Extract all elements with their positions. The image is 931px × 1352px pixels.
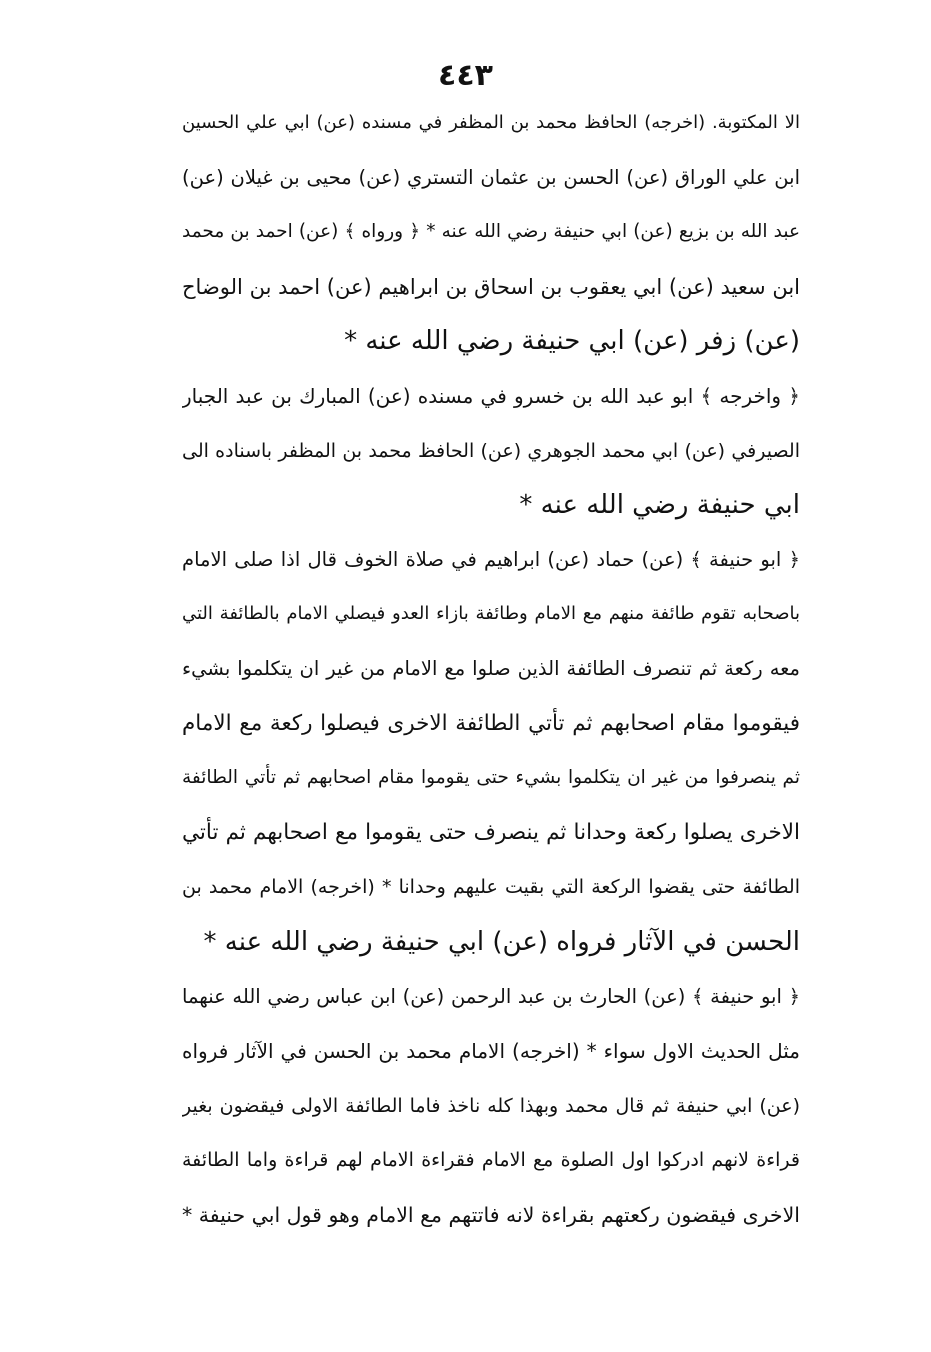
text-line-17: ﴿ ابو حنيفة ﴾ (عن) الحارث بن عبد الرحمن (عن) ابن عباس رضي الله عنهما [182,984,800,1008]
text-line-11: معه ركعة ثم تنصرف الطائفة الذين صلوا مع الامام من غير ان يتكلموا بشيء [182,656,800,680]
page-number: ٤٤٣ [438,58,493,93]
text-line-15: الطائفة حتى يقضوا الركعة التي بقيت عليهم وحدانا * (اخرجه) الامام محمد بن [182,876,800,899]
text-line-8: ابي حنيفة رضي الله عنه * [519,490,800,521]
text-line-3: عبد الله بن بزيع (عن) ابي حنيفة رضي الله عنه * ﴿ ورواه ﴾ (عن) احمد بن محمد [182,221,800,243]
text-line-13: ثم ينصرفوا من غير ان يتكلموا بشيء حتى يقوموا مقام اصحابهم ثم تأتي الطائفة [182,767,800,789]
arabic-text-body [182,96,800,1242]
text-line-19: (عن) ابي حنيفة ثم قال محمد وبهذا كله ناخذ فاما الطائفة الاولى فيقضون بغير [182,1094,800,1117]
text-line-10: باصحابه تقوم طائفة منهم مع الامام وطائفة بازاء العدو فيصلي الامام بالطائفة التي [182,603,800,625]
text-line-5: (عن) زفر (عن) ابي حنيفة رضي الله عنه * [344,326,800,357]
text-line-2: ابن علي الوراق (عن) الحسن بن عثمان التستري (عن) محيى بن غيلان (عن) [182,165,800,189]
text-line-14: الاخرى يصلوا ركعة وحدانا ثم ينصرف حتى يقوموا مع اصحابهم ثم تأتي [182,819,800,845]
text-line-6: ﴿ واخرجه ﴾ ابو عبد الله بن خسرو في مسنده (عن) المبارك بن عبد الجبار [182,383,800,408]
text-line-9: ﴿ ابو حنيفة ﴾ (عن) حماد (عن) ابراهيم في صلاة الخوف قال اذا صلى الامام [182,547,800,571]
text-line-21: الاخرى فيقضون ركعتهم بقراءة لانه فاتتهم مع الامام وهو قول ابي حنيفة * [182,1202,800,1227]
text-line-12: فيقوموا مقام اصحابهم ثم تأتي الطائفة الاخرى فيصلوا ركعة مع الامام [182,710,800,736]
text-line-20: قراءة لانهم ادركوا اول الصلوة مع الامام فقراءة الامام لهم قراءة واما الطائفة [182,1149,800,1172]
text-line-16: الحسن في الآثار فرواه (عن) ابي حنيفة رضي الله عنه * [203,926,800,957]
text-line-18: مثل الحديث الاول سواء * (اخرجه) الامام محمد بن الحسن في الآثار فرواه [182,1039,800,1064]
text-line-7: الصيرفي (عن) ابي محمد الجوهري (عن) الحافظ محمد بن المظفر باسناده الى [182,439,800,462]
text-line-4: ابن سعيد (عن) ابي يعقوب بن اسحاق بن ابراهيم (عن) احمد بن الوضاح [182,274,800,299]
text-line-1: الا المكتوبة. (اخرجه) الحافظ محمد بن المظفر في مسنده (عن) ابي علي الحسين [182,112,800,133]
